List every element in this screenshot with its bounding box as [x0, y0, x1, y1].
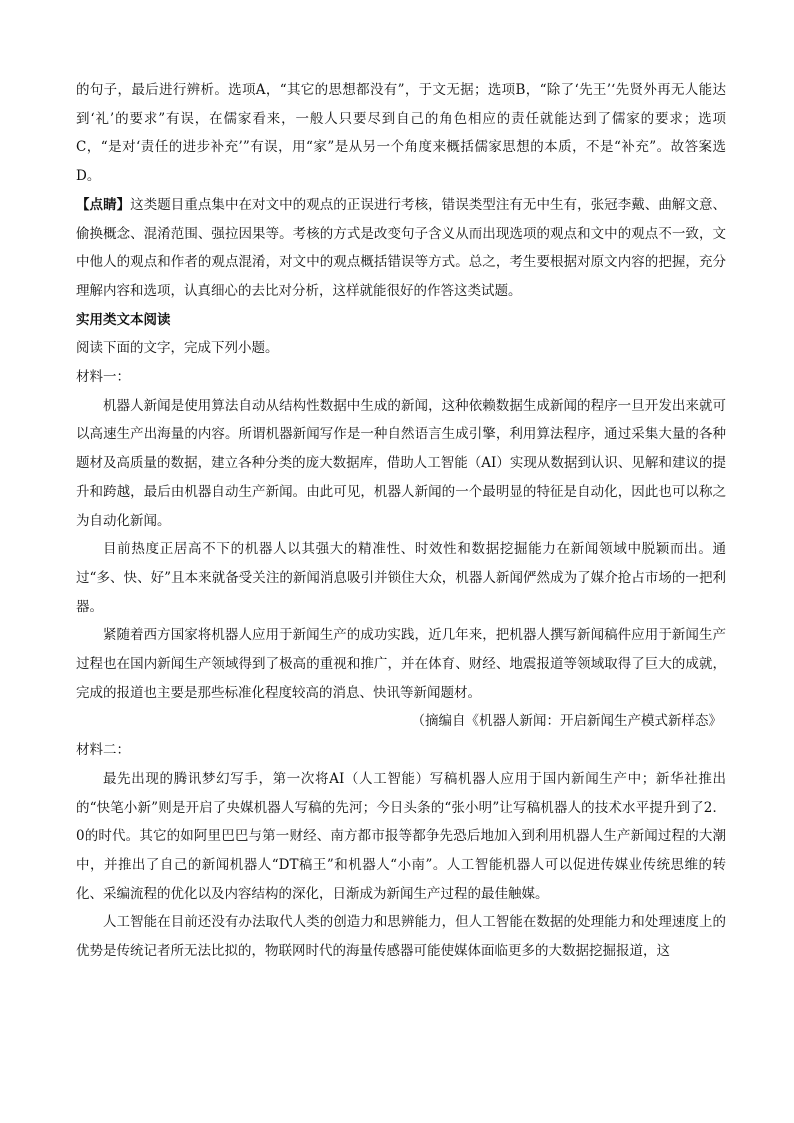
material1-paragraph-3: 紧随着西方国家将机器人应用于新闻生产的成功实践，近几年来，把机器人撰写新闻稿件应用于新闻生产过程也在国内新闻生产领域得到了极高的重视和推广，并在体育、财经、地震报道等领域取得了巨大的成就，完成的报道也主要是那些标准化程度较高的消息、快讯等新闻题材。 [76, 627, 726, 701]
material1-paragraph-1: 机器人新闻是使用算法自动从结构性数据中生成的新闻，这种依赖数据生成新闻的程序一旦开发出来就可以高速生产出海量的内容。所谓机器新闻写作是一种自然语言生成引擎，利用算法程序，通过采集大量的各种题材及高质量的数据，建立各种分类的庞大数据库，借助人工智能（AI）实现从数据到认识、见解和建议的提升和跨越，最后由机器自动生产新闻。由此可见，机器人新闻的一个最明显的特征是自动化，因此也可以称之为自动化新闻。 [76, 397, 726, 529]
instruction: 阅读下面的文字，完成下列小题。 [76, 340, 279, 357]
document-page [76, 76, 726, 966]
dianjing-text: 这类题目重点集中在对文中的观点的正误进行考核，错误类型注有无中生有，张冠李戴、曲解文意、偷换概念、混淆范围、强拉因果等。考核的方式是改变句子含义从而出现选项的观点和文中的观点不一致，文中他人的观点和作者的观点混淆，对文中的观点概括错误等方式。总之，考生要根据对原文内容的把握，充分理解内容和选项，认真细心的去比对分析，这样就能很好的作答这类试题。 [76, 196, 727, 299]
dianjing-label: 【点睛】 [76, 196, 131, 213]
material2-label: 材料二： [76, 742, 130, 759]
material1-paragraph-2: 目前热度正居高不下的机器人以其强大的精准性、时效性和数据挖掘能力在新闻领域中脱颖而出。通过“多、快、好”且本来就备受关注的新闻消息吸引并锁住大众，机器人新闻俨然成为了媒介抢占市场的一把利器。 [76, 541, 726, 615]
material1-source: （摘编自《机器人新闻：开启新闻生产模式新样态》 [411, 713, 722, 730]
analysis-paragraph: 的句子，最后进行辨析。选项A，“其它的思想都没有”，于文无据；选项B，“除了‘先王’‘先贤外再无人能达到‘礼’的要求”有误，在儒家看来，一般人只要尽到自己的角色相应的责任就能达到了儒家的要求；选项C，“是对‘责任的进步补充’”有误，用“家”是从另一个角度来概括儒家思想的本质，不是“补充”。故答案选D。 [76, 82, 726, 185]
material2-paragraph-1: 最先出现的腾讯梦幻写手，第一次将AI（人工智能）写稿机器人应用于国内新闻生产中；新华社推出的“快笔小新”则是开启了央媒机器人写稿的先河；今日头条的“张小明”让写稿机器人的技术水平提升到了2．0的时代。其它的如阿里巴巴与第一财经、南方都市报等都争先恐后地加入到利用机器人生产新闻过程的大潮中，并推出了自己的新闻机器人“DT稿王”和机器人“小南”。人工智能机器人可以促进传媒业传统思维的转化、采编流程的优化以及内容结构的深化，日渐成为新闻生产过程的最佳触媒。 [76, 770, 726, 902]
section-title: 实用类文本阅读 [76, 311, 171, 328]
material1-label: 材料一： [76, 369, 130, 386]
material2-paragraph-2: 人工智能在目前还没有办法取代人类的创造力和思辨能力，但人工智能在数据的处理能力和处理速度上的优势是传统记者所无法比拟的，物联网时代的海量传感器可能使媒体面临更多的大数据挖掘报道，这 [76, 914, 726, 960]
dianjing-paragraph [76, 191, 726, 306]
